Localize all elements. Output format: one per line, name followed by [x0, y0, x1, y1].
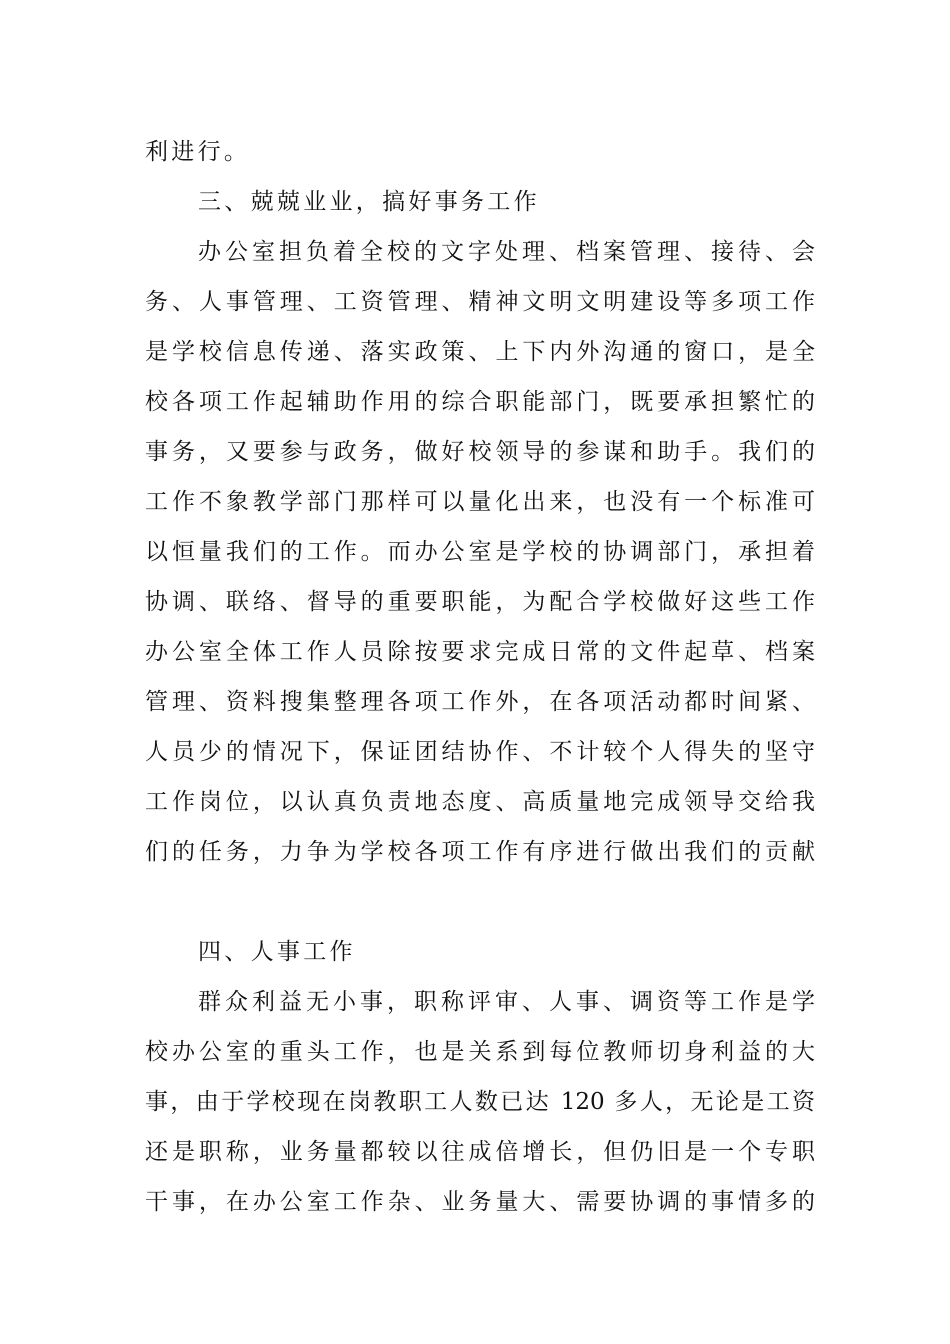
text-line: 事，由于学校现在岗教职工人数已达 120 多人，无论是工资 — [145, 1089, 815, 1115]
paragraph-first-line: 办公室担负着全校的文字处理、档案管理、接待、会 — [198, 239, 815, 265]
paragraph-first-line: 群众利益无小事，职称评审、人事、调资等工作是学 — [198, 989, 815, 1015]
text-line: 还是职称，业务量都较以往成倍增长，但仍旧是一个专职 — [145, 1139, 815, 1165]
text-line: 协调、联络、督导的重要职能，为配合学校做好这些工作 — [145, 589, 815, 615]
section-heading: 三、兢兢业业，搞好事务工作 — [198, 189, 540, 215]
text-line: 是学校信息传递、落实政策、上下内外沟通的窗口，是全 — [145, 339, 815, 365]
section-heading: 四、人事工作 — [198, 939, 356, 965]
text-line: 利进行。 — [145, 139, 251, 165]
text-line: 办公室全体工作人员除按要求完成日常的文件起草、档案 — [145, 639, 815, 665]
text-line: 人员少的情况下，保证团结协作、不计较个人得失的坚守 — [145, 739, 815, 765]
text-line: 工作不象教学部门那样可以量化出来，也没有一个标准可 — [145, 489, 815, 515]
text-line: 管理、资料搜集整理各项工作外，在各项活动都时间紧、 — [145, 689, 815, 715]
text-line: 校各项工作起辅助作用的综合职能部门，既要承担繁忙的 — [145, 389, 815, 415]
text-line: 们的任务，力争为学校各项工作有序进行做出我们的贡献 — [145, 839, 815, 865]
text-line: 事务，又要参与政务，做好校领导的参谋和助手。我们的 — [145, 439, 815, 465]
text-line: 校办公室的重头工作，也是关系到每位教师切身利益的大 — [145, 1039, 815, 1065]
text-line: 以恒量我们的工作。而办公室是学校的协调部门，承担着 — [145, 539, 815, 565]
text-line: 务、人事管理、工资管理、精神文明文明建设等多项工作 — [145, 289, 815, 315]
text-line: 工作岗位，以认真负责地态度、高质量地完成领导交给我 — [145, 789, 815, 815]
text-line: 干事，在办公室工作杂、业务量大、需要协调的事情多的 — [145, 1189, 815, 1215]
